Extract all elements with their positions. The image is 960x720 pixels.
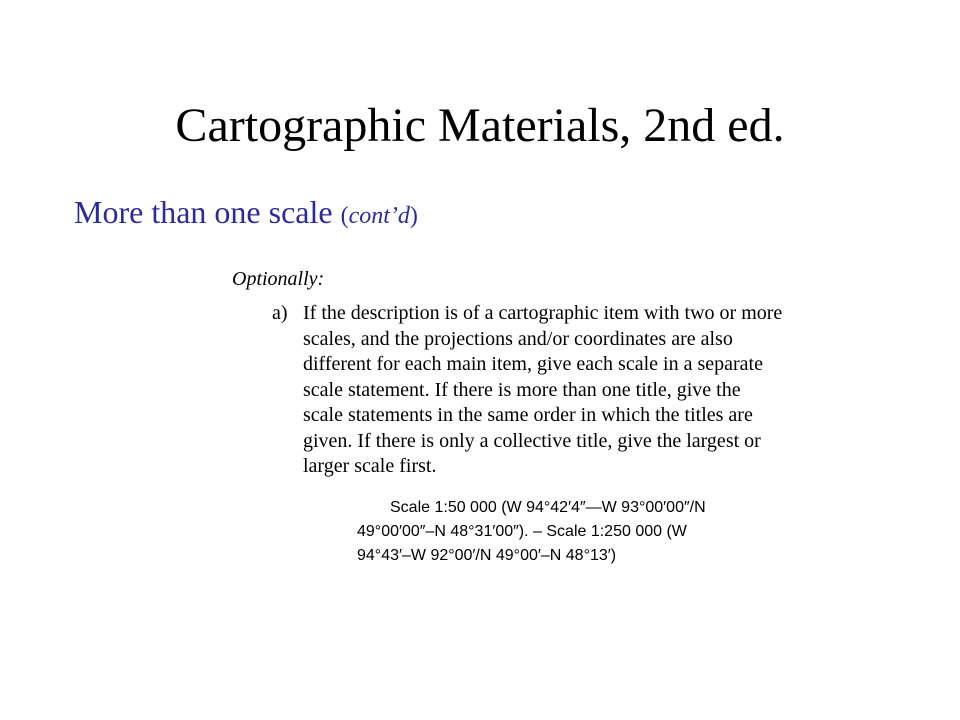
item-text-line: scale statements in the same order in which the titles are	[303, 404, 753, 426]
heading-paren-open: (	[340, 203, 349, 229]
item-text-line: different for each main item, give each scale in a separate	[303, 353, 763, 375]
list-item-marker: a)	[272, 302, 288, 324]
example-line: Scale 1:50 000 (W 94°42′4″—W 93°00′00″/N	[390, 499, 706, 516]
item-text-line: given. If there is only a collective title, give the largest or	[303, 429, 761, 452]
example-line: 94°43′–W 92°00′/N 49°00′–N 48°13′)	[357, 547, 617, 564]
item-text-line: scale statement. If there is more than one title, give the	[303, 378, 741, 401]
optionally-label: Optionally:	[232, 268, 325, 290]
example-scale-statement	[357, 496, 706, 568]
item-text-line: If the description is of a cartographic item with two or more	[303, 302, 783, 324]
heading-paren-close: )	[409, 203, 418, 229]
item-text-line: scales, and the projections and/or coordinates are also	[303, 327, 733, 350]
example-line: 49°00′00″–N 48°31′00″). – Scale 1:250 000 (W	[357, 523, 687, 540]
heading-contd: cont’d	[348, 203, 410, 229]
list-item-text	[303, 301, 893, 480]
section-heading	[74, 192, 418, 236]
slide-title: Cartographic Materials, 2nd ed.	[175, 99, 785, 152]
item-text-line: larger scale first.	[303, 455, 437, 477]
heading-text: More than one scale	[74, 194, 341, 230]
